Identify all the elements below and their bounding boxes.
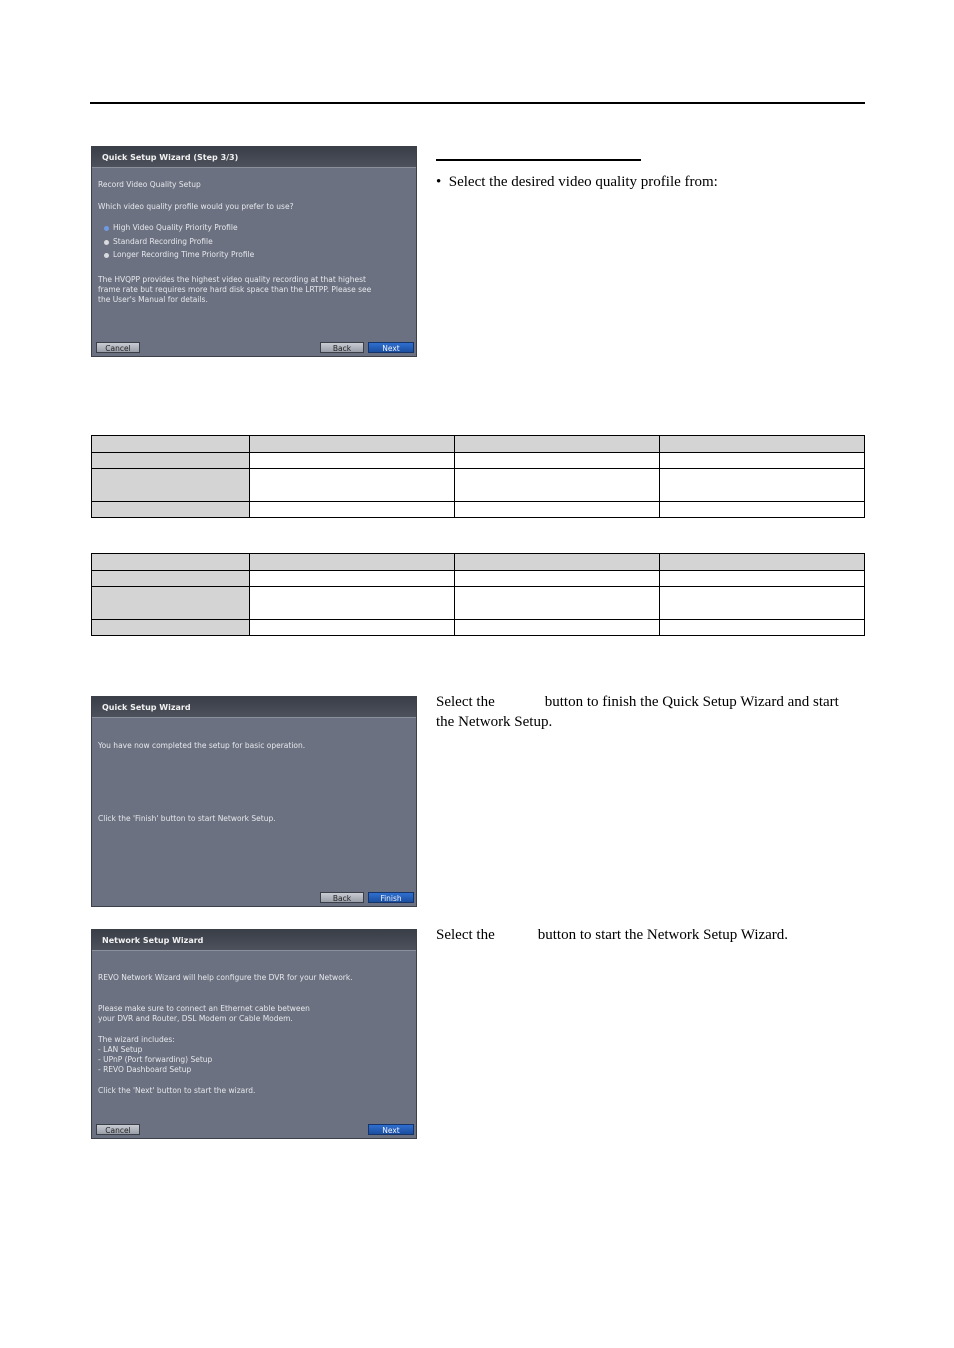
table-row: [92, 620, 865, 636]
network-line: The wizard includes:: [98, 1035, 175, 1044]
radio-icon: [104, 253, 109, 258]
radio-label: Longer Recording Time Priority Profile: [113, 250, 255, 259]
finish-text-part: button to finish the Quick Setup Wizard and start: [544, 694, 839, 710]
quality-question: Which video quality profile would you prefer to use?: [98, 202, 294, 211]
network-line: - LAN Setup: [98, 1045, 143, 1054]
radio-label: High Video Quality Priority Profile: [113, 223, 238, 232]
finish-button[interactable]: Finish: [368, 892, 414, 903]
next-button[interactable]: Next: [368, 342, 414, 353]
quality-description-line: frame rate but requires more hard disk space than the LRTPP. Please see: [98, 285, 372, 294]
network-line: - UPnP (Port forwarding) Setup: [98, 1055, 213, 1064]
back-button[interactable]: Back: [320, 342, 364, 353]
network-setup-dialog: [91, 929, 417, 1139]
table-row: [92, 453, 865, 469]
dialog-title: Quick Setup Wizard: [92, 697, 416, 718]
finish-instruction: Click the 'Finish' button to start Network Setup.: [98, 814, 276, 823]
profile-table-1: [91, 435, 865, 518]
network-description: [436, 925, 866, 945]
table-row: [92, 587, 865, 620]
radio-option-high-quality[interactable]: [104, 223, 238, 233]
dialog-title: Network Setup Wizard: [92, 930, 416, 951]
quality-instruction-text: Select the desired video quality profile from:: [448, 174, 718, 190]
finish-text-part: Select the: [436, 694, 495, 710]
table-row: [92, 469, 865, 502]
radio-label: Standard Recording Profile: [113, 237, 213, 246]
radio-icon: [104, 240, 109, 245]
network-line: Please make sure to connect an Ethernet cable between: [98, 1004, 310, 1013]
finish-text-part: the Network Setup.: [436, 714, 553, 730]
back-button[interactable]: Back: [320, 892, 364, 903]
network-line: your DVR and Router, DSL Modem or Cable Modem.: [98, 1014, 293, 1023]
quality-description-line: the User's Manual for details.: [98, 295, 208, 304]
quality-description-line: The HVQPP provides the highest video quality recording at that highest: [98, 275, 366, 284]
finish-description: [436, 692, 866, 732]
quality-heading: Record Video Quality Setup: [98, 180, 201, 189]
table-row: [92, 436, 865, 453]
quick-setup-quality-dialog: [91, 146, 417, 357]
radio-option-longer-recording[interactable]: [104, 250, 254, 260]
radio-option-standard[interactable]: [104, 237, 213, 247]
completed-message: You have now completed the setup for basic operation.: [98, 741, 306, 750]
network-text-part: Select the: [436, 927, 495, 943]
network-intro: REVO Network Wizard will help configure the DVR for your Network.: [98, 973, 353, 982]
quick-setup-finish-dialog: [91, 696, 417, 907]
top-rule: [90, 102, 865, 104]
next-button[interactable]: Next: [368, 1124, 414, 1135]
table-row: [92, 554, 865, 571]
dialog-title: Quick Setup Wizard (Step 3/3): [92, 147, 416, 168]
profile-table-2: [91, 553, 865, 636]
table-row: [92, 502, 865, 518]
network-line: Click the 'Next' button to start the wizard.: [98, 1086, 256, 1095]
heading-underline: [436, 159, 641, 161]
radio-selected-icon: [104, 226, 109, 231]
cancel-button[interactable]: Cancel: [96, 342, 140, 353]
bullet: •: [436, 174, 442, 190]
table-row: [92, 571, 865, 587]
network-text-part: button to start the Network Setup Wizard.: [537, 927, 789, 943]
network-line: - REVO Dashboard Setup: [98, 1065, 192, 1074]
cancel-button[interactable]: Cancel: [96, 1124, 140, 1135]
quality-instruction: [436, 172, 718, 192]
